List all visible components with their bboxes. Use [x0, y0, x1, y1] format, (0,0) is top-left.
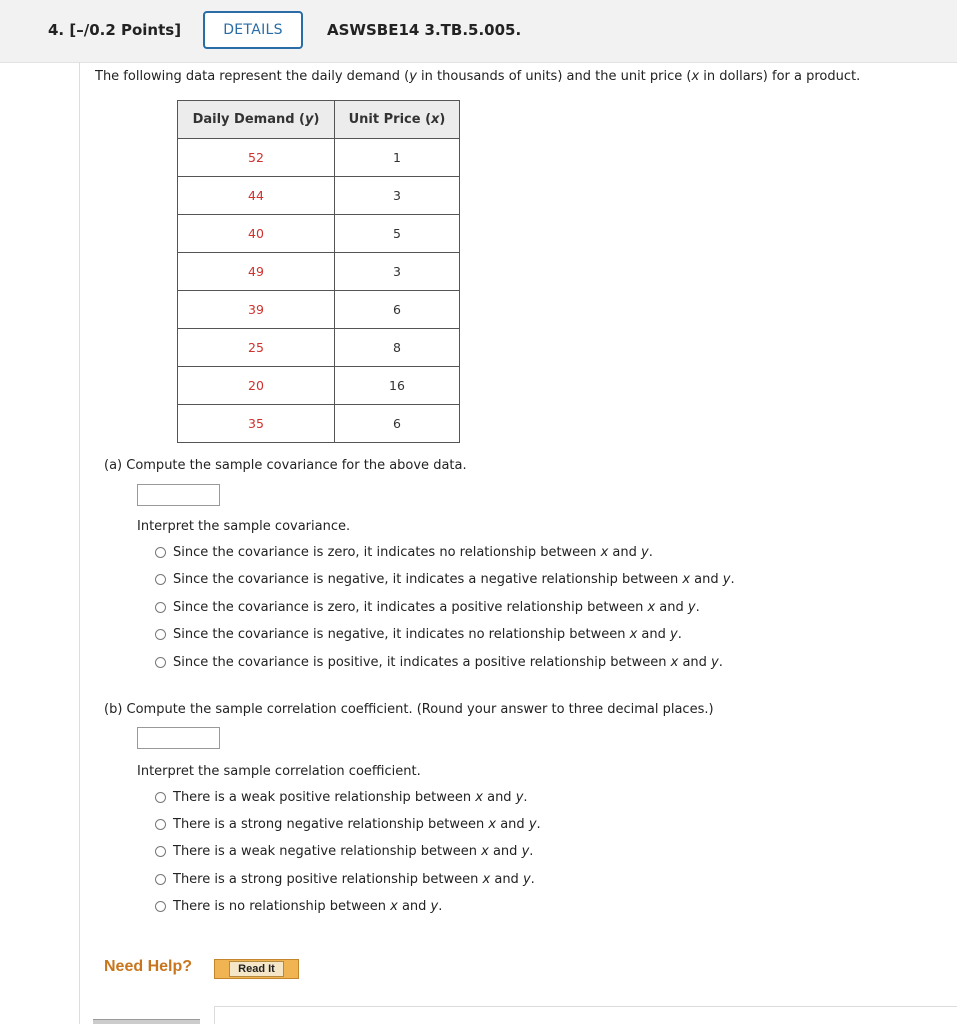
cell-price: 16: [335, 367, 460, 405]
read-it-button[interactable]: [214, 959, 299, 979]
option-text: Since the covariance is negative, it indicates a negative relationship between x and y.: [173, 572, 735, 587]
question-number: 4. [–/0.2 Points]: [48, 21, 182, 39]
covariance-option[interactable]: [155, 572, 735, 587]
option-text: There is a strong negative relationship between x and y.: [173, 817, 541, 832]
correlation-option[interactable]: [155, 899, 442, 914]
correlation-option[interactable]: [155, 872, 535, 887]
radio-button[interactable]: [155, 547, 166, 558]
option-text: There is no relationship between x and y.: [173, 899, 443, 914]
cell-price: 5: [335, 215, 460, 253]
covariance-option[interactable]: [155, 545, 653, 560]
cell-demand: 44: [178, 177, 335, 215]
cell-price: 3: [335, 177, 460, 215]
intro-part-1: The following data represent the daily demand (: [95, 69, 410, 84]
intro-part-2: in thousands of units) and the unit price (: [416, 69, 692, 84]
cell-demand: 40: [178, 215, 335, 253]
option-text: Since the covariance is negative, it indicates no relationship between x and y.: [173, 627, 682, 642]
table-row: [178, 253, 460, 291]
bottom-button-edge[interactable]: [93, 1019, 200, 1024]
column-header-demand: Daily Demand (y): [178, 101, 335, 139]
cell-demand: 20: [178, 367, 335, 405]
question-header: [0, 0, 957, 63]
cell-price: 3: [335, 253, 460, 291]
table-row: [178, 177, 460, 215]
table-row: [178, 215, 460, 253]
part-a-label: (a) Compute the sample covariance for the above data.: [104, 458, 467, 473]
option-text: Since the covariance is zero, it indicates a positive relationship between x and y.: [173, 600, 700, 615]
radio-button[interactable]: [155, 629, 166, 640]
cell-price: 8: [335, 329, 460, 367]
cell-demand: 52: [178, 139, 335, 177]
option-text: There is a weak negative relationship between x and y.: [173, 844, 534, 859]
option-text: Since the covariance is positive, it indicates a positive relationship between x and y.: [173, 655, 723, 670]
cell-price: 6: [335, 405, 460, 443]
option-text: Since the covariance is zero, it indicates no relationship between x and y.: [173, 545, 653, 560]
part-b-interpret-label: Interpret the sample correlation coefficient.: [137, 764, 421, 779]
bottom-panel-edge: [214, 1006, 957, 1024]
intro-var-x: x: [691, 69, 700, 84]
intro-var-y: y: [409, 69, 417, 84]
need-help-label: Need Help?: [104, 958, 193, 975]
part-a-interpret-label: Interpret the sample covariance.: [137, 519, 351, 534]
option-text: There is a weak positive relationship between x and y.: [173, 790, 528, 805]
radio-button[interactable]: [155, 602, 166, 613]
radio-button[interactable]: [155, 901, 166, 912]
table-row: [178, 291, 460, 329]
radio-button[interactable]: [155, 792, 166, 803]
correlation-option[interactable]: [155, 817, 541, 832]
correlation-option[interactable]: [155, 844, 533, 859]
radio-button[interactable]: [155, 819, 166, 830]
table-row: [178, 139, 460, 177]
table-row: [178, 405, 460, 443]
cell-demand: 35: [178, 405, 335, 443]
covariance-option[interactable]: [155, 600, 700, 615]
correlation-answer-input[interactable]: [137, 727, 220, 749]
covariance-option[interactable]: [155, 655, 723, 670]
table-header-row: [178, 101, 460, 139]
column-header-price: Unit Price (x): [335, 101, 460, 139]
read-it-label: Read It: [229, 961, 284, 977]
part-b-label: (b) Compute the sample correlation coefficient. (Round your answer to three decimal places.): [104, 702, 714, 717]
cell-price: 1: [335, 139, 460, 177]
cell-demand: 25: [178, 329, 335, 367]
cell-price: 6: [335, 291, 460, 329]
left-divider: [79, 62, 80, 1024]
radio-button[interactable]: [155, 657, 166, 668]
covariance-option[interactable]: [155, 627, 682, 642]
cell-demand: 49: [178, 253, 335, 291]
table-row: [178, 329, 460, 367]
intro-text: [95, 69, 860, 84]
correlation-option[interactable]: [155, 790, 528, 805]
details-button[interactable]: DETAILS: [203, 11, 303, 49]
radio-button[interactable]: [155, 846, 166, 857]
cell-demand: 39: [178, 291, 335, 329]
intro-part-3: in dollars) for a product.: [699, 69, 861, 84]
question-id: ASWSBE14 3.TB.5.005.: [327, 21, 522, 39]
radio-button[interactable]: [155, 874, 166, 885]
radio-button[interactable]: [155, 574, 166, 585]
covariance-answer-input[interactable]: [137, 484, 220, 506]
option-text: There is a strong positive relationship between x and y.: [173, 872, 535, 887]
table-row: [178, 367, 460, 405]
data-table: [177, 100, 460, 443]
